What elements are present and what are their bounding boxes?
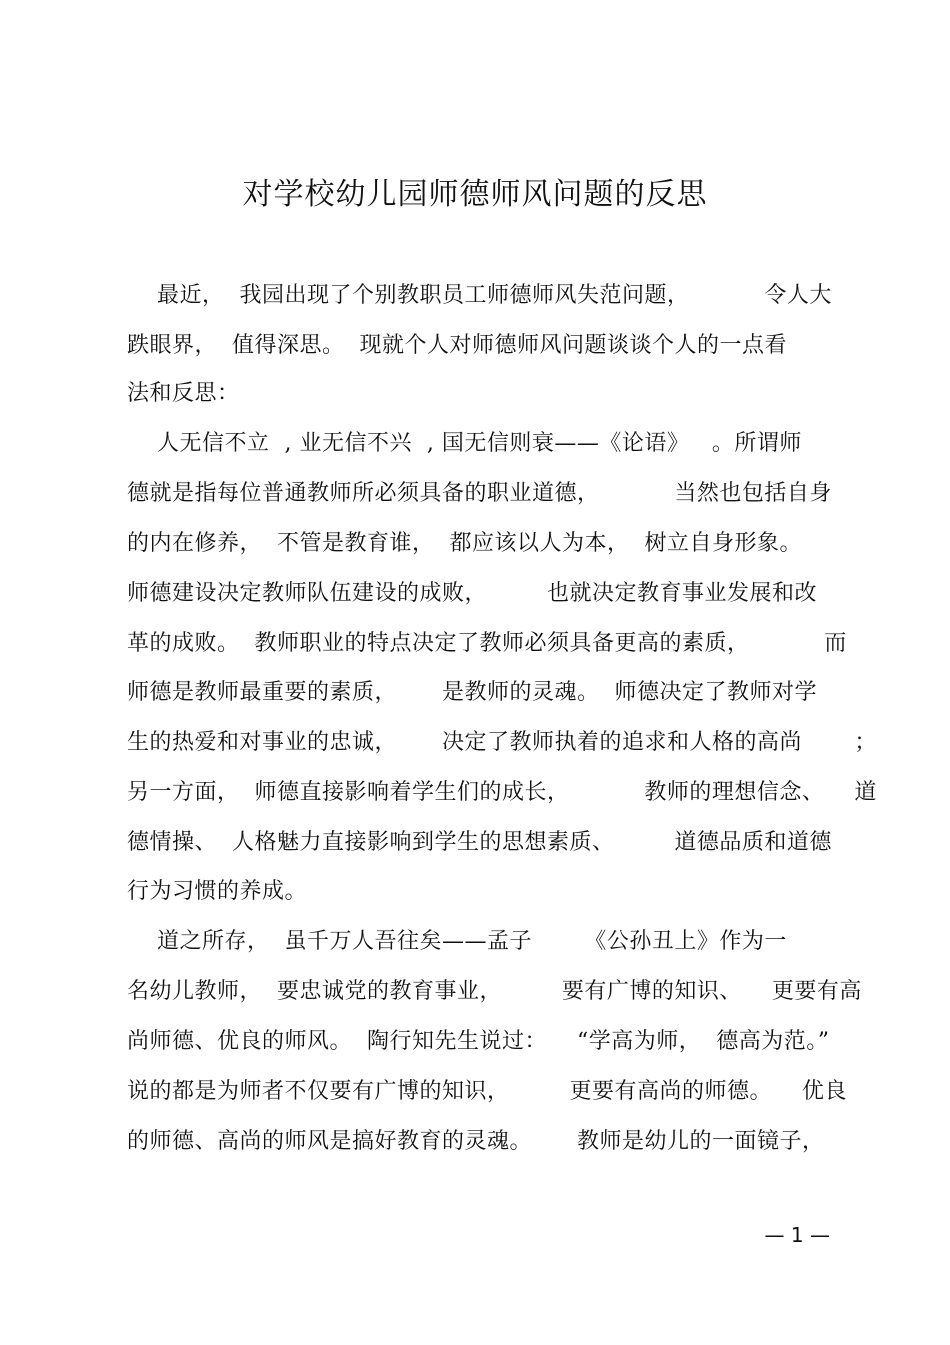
body-line: 人无信不立 , 业无信不兴 , 国无信则衰——《论语》 。所谓师 [127, 431, 802, 456]
body-line: 师德是教师最重要的素质， 是教师的灵魂。 师德决定了教师对学 [127, 680, 817, 705]
body-line: 说的都是为师者不仅要有广博的知识， 更要有高尚的师德。 优良 [127, 1079, 847, 1104]
body-line: 师德建设决定教师队伍建设的成败， 也就决定教育事业发展和改 [127, 581, 817, 606]
body-line: 的师德、高尚的师风是搞好教育的灵魂。 教师是幼儿的一面镜子， [127, 1129, 825, 1154]
body-line: 尚师德、优良的师风。 陶行知先生说过： “学高为师， 德高为范。” [127, 1029, 830, 1054]
body-line: 最近， 我园出现了个别教职员工师德师风失范问题， 令人大 [127, 283, 832, 308]
body-line: 的内在修养， 不管是教育谁， 都应该以人为本， 树立自身形象。 [127, 531, 802, 556]
body-line: 另一方面， 师德直接影响着学生们的成长， 教师的理想信念、 道 [127, 780, 877, 805]
body-line: 行为习惯的养成。 [127, 879, 308, 904]
body-line: 德情操、 人格魅力直接影响到学生的思想素质、 道德品质和道德 [127, 830, 832, 855]
body-line: 生的热爱和对事业的忠诚， 决定了教师执着的追求和人格的高尚 ； [127, 730, 877, 755]
body-line: 跌眼界， 值得深思。 现就个人对师德师风问题谈谈个人的一点看 [127, 333, 787, 358]
page-number: — 1 — [764, 1223, 830, 1247]
document-title: 对学校幼儿园师德师风问题的反思 [242, 177, 708, 212]
body-line: 名幼儿教师， 要忠诚党的教育事业， 要有广博的知识、 更要有高 [127, 979, 862, 1004]
body-line: 革的成败。 教师职业的特点决定了教师必须具备更高的素质， 而 [127, 631, 847, 656]
body-line: 德就是指每位普通教师所必须具备的职业道德， 当然也包括自身 [127, 481, 832, 506]
body-line: 法和反思： [127, 381, 240, 406]
body-line: 道之所存， 虽千万人吾往矣——孟子 《公孙丑上》作为一 [127, 929, 787, 954]
